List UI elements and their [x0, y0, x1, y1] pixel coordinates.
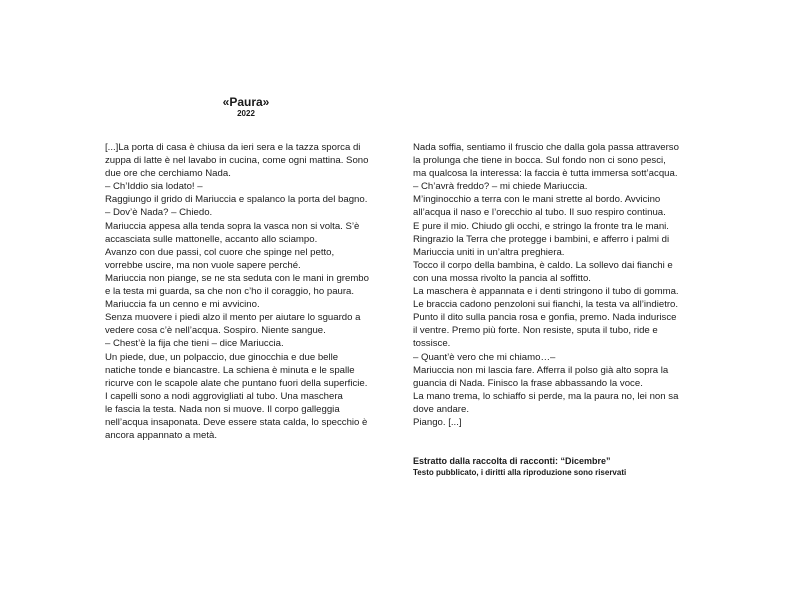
text-line: E pure il mio. Chiudo gli occhi, e stringo la fronte tra le mani. — [413, 220, 669, 232]
text-line: Avanzo con due passi, col cuore che spinge nel petto, — [105, 246, 335, 258]
text-line: guancia di Nada. Finisco la frase abbassando la voce. — [413, 377, 643, 389]
text-line: vedere cosa c’è nell’acqua. Sospiro. Niente sangue. — [105, 325, 326, 337]
text-line: nell’acqua insaponata. Deve essere stata calda, lo specchio è — [105, 416, 368, 428]
text-line: – Chest’è la fija che tieni – dice Mariuccia. — [105, 338, 284, 350]
text-line: La maschera è appannata e i denti stringono il tubo di gomma. — [413, 286, 679, 298]
text-line: Mariuccia fa un cenno e mi avvicino. — [105, 299, 260, 311]
text-line: accasciata sulle mattonelle, accanto allo sciampo. — [105, 233, 318, 245]
text-line: la prolunga che tiene in bocca. Sul fondo non ci sono pesci, — [413, 155, 666, 167]
text-line: ricurve con le scapole alate che puntano fuori della superficie. — [105, 377, 368, 389]
text-line: – Quant’è vero che mi chiamo…– — [413, 351, 556, 363]
text-line: ma qualcosa la interessa: la faccia è tutta immersa sott’acqua. — [413, 168, 678, 180]
text-line: – Ch’avrà freddo? – mi chiede Mariuccia. — [413, 181, 588, 193]
text-line: Ringrazio la Terra che protegge i bambini, e afferro i palmi di — [413, 233, 670, 245]
text-line: zuppa di latte è nel lavabo in cucina, come ogni mattina. Sono — [105, 155, 369, 167]
text-line: Le braccia cadono penzoloni sui fianchi, la testa va all’indietro. — [413, 299, 679, 311]
text-line: con una mossa rivolto la pancia al soffitto. — [413, 272, 591, 284]
text-line: il ventre. Premo più forte. Non resiste, sputa il tubo, ride e — [413, 325, 658, 337]
text-line: Mariuccia non mi lascia fare. Afferra il polso già alto sopra la — [413, 364, 669, 376]
credit-source: Estratto dalla raccolta di racconti: “Dicembre” — [413, 456, 611, 466]
text-line: Un piede, due, un polpaccio, due ginocchia e due belle — [105, 351, 339, 363]
credit-rights: Testo pubblicato, i diritti alla riproduzione sono riservati — [413, 468, 627, 477]
text-column-right — [413, 141, 703, 429]
text-line: M’inginocchio a terra con le mani strette al bordo. Avvicino — [413, 194, 661, 206]
text-line: Mariuccia appesa alla tenda sopra la vasca non si volta. S’è — [105, 220, 360, 232]
text-column-left — [105, 141, 390, 442]
text-line: La mano trema, lo schiaffo si perde, ma la paura no, lei non sa — [413, 390, 679, 402]
text-line: vorrebbe uscire, ma non vuole sapere perché. — [105, 259, 301, 271]
text-line: tossisce. — [413, 338, 451, 350]
text-line: Piango. [...] — [413, 416, 462, 428]
text-line: Raggiungo il grido di Mariuccia e spalanco la porta del bagno. — [105, 194, 368, 206]
text-line: le fascia la testa. Nada non si muove. Il corpo galleggia — [105, 403, 340, 415]
text-line: ancora appannato a metà. — [105, 430, 218, 442]
text-line: – Dov’è Nada? – Chiedo. — [105, 207, 213, 219]
text-line: I capelli sono a nodi aggrovigliati al tubo. Una maschera — [105, 390, 343, 402]
text-line: [...]La porta di casa è chiusa da ieri sera e la tazza sporca di — [105, 142, 361, 153]
text-line: Senza muovere i piedi alzo il mento per aiutare lo sguardo a — [105, 312, 361, 324]
text-line: all’acqua il naso e l’orecchio al tubo. Il suo respiro continua. — [413, 207, 666, 219]
text-line: Mariuccia non piange, se ne sta seduta con le mani in grembo — [105, 272, 369, 284]
text-line: Nada soffia, sentiamo il fruscio che dalla gola passa attraverso — [413, 142, 679, 153]
text-line: due ore che cerchiamo Nada. — [105, 168, 231, 180]
text-line: Punto il dito sulla pancia rosa e gonfia, premo. Nada indurisce — [413, 312, 677, 324]
text-line: natiche tonde e biancastre. La schiena è minuta e le spalle — [105, 364, 355, 376]
text-line: dove andare. — [413, 403, 470, 415]
story-title: «Paura» — [222, 95, 270, 109]
text-line: Tocco il corpo della bambina, è caldo. La sollevo dai fianchi e — [413, 259, 673, 271]
credit-block — [413, 455, 713, 478]
text-line: Mariuccia uniti in un’altra preghiera. — [413, 246, 565, 258]
text-line: e la testa mi guarda, sa che non c’ho il coraggio, ho paura. — [105, 286, 355, 298]
story-year: 2022 — [237, 109, 255, 118]
text-line: – Ch’Iddio sia lodato! – — [105, 181, 203, 193]
